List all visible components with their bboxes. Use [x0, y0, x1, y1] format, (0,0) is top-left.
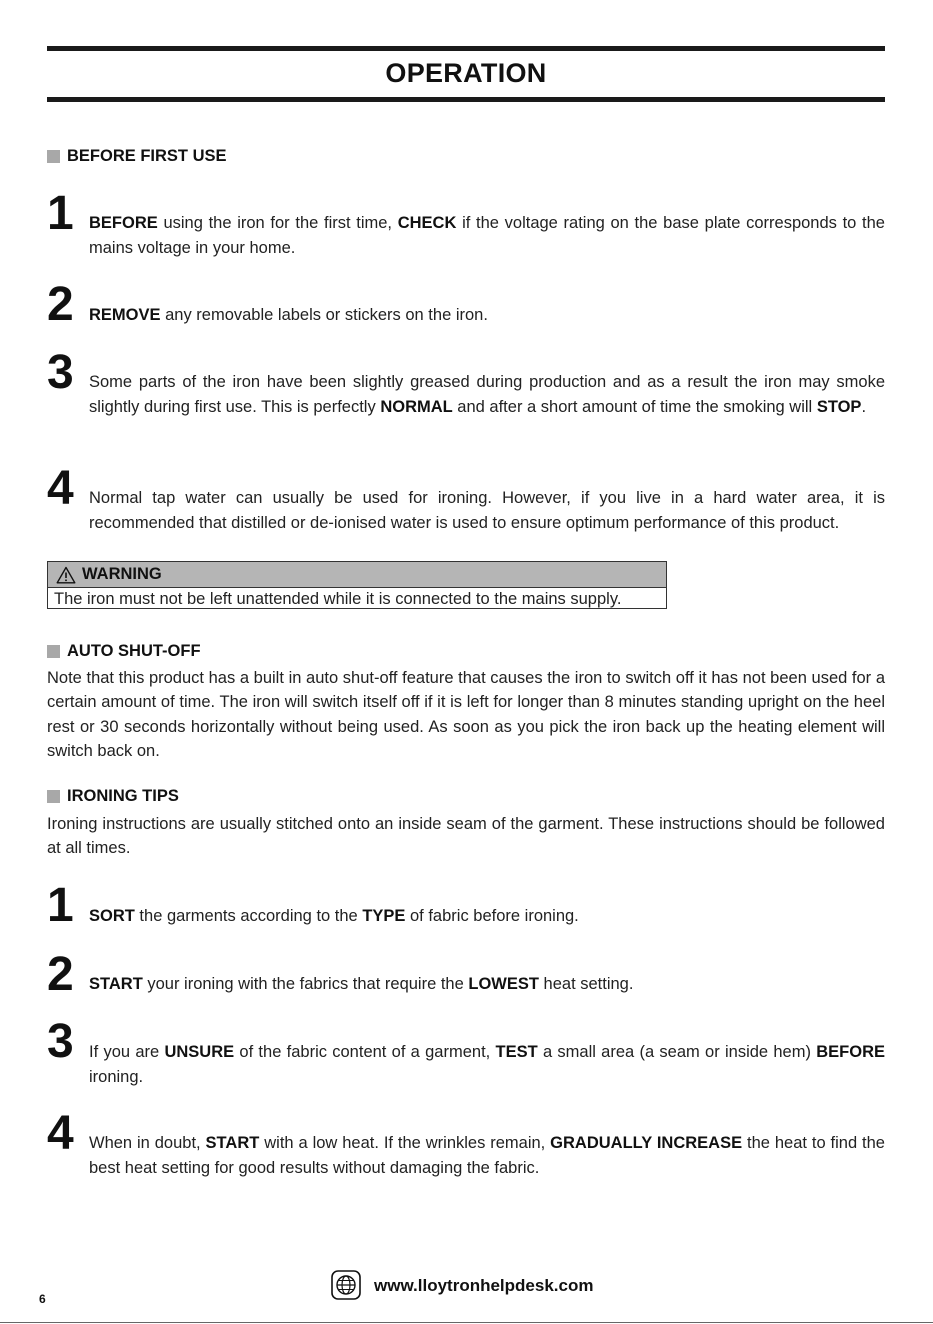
body-text: the heat to find the best heat setting for good results without damaging the fabric.: [89, 1134, 885, 1177]
step-text: [89, 486, 885, 535]
emphasis-text: START: [205, 1134, 260, 1152]
body-text: with a low heat. If the wrinkles remain,: [259, 1134, 551, 1152]
section-bullet-square: [47, 150, 60, 163]
step-number: 4: [47, 1107, 74, 1160]
step-number: 3: [47, 1015, 74, 1068]
warning-header: [48, 562, 666, 588]
step-text: [89, 303, 885, 328]
body-text: Normal tap water can usually be used for ironing. However, if you live in a hard water area, it is recommended that distilled or de-ionised water is used to ensure optimum performance of this product.: [89, 489, 885, 532]
emphasis-text: NORMAL: [380, 397, 453, 416]
body-text: ironing.: [89, 1067, 144, 1086]
emphasis-text: UNSURE: [164, 1043, 235, 1061]
body-text: of fabric before ironing.: [405, 907, 579, 925]
body-text: a small area (a seam or inside hem): [537, 1043, 817, 1061]
warning-triangle-icon: [56, 566, 76, 584]
section-bullet-square: [47, 645, 60, 658]
body-text: and after a short amount of time the smoking will: [452, 397, 817, 416]
section-heading-before-first-use: [47, 146, 227, 166]
section-heading-auto-shut-off: [47, 641, 201, 661]
emphasis-text: BEFORE: [816, 1043, 885, 1061]
emphasis-text: BEFORE: [89, 214, 158, 232]
section-heading-ironing-tips: [47, 786, 179, 806]
globe-icon: [331, 1270, 361, 1300]
body-text: if the voltage rating on the base plate corresponds to the mains voltage in your home.: [89, 214, 885, 257]
page-bottom-border: [0, 1322, 933, 1323]
step-text: [89, 972, 885, 997]
step-number: 2: [47, 278, 74, 331]
page-title: OPERATION: [385, 58, 547, 88]
section-heading-label: IRONING TIPS: [67, 786, 179, 805]
emphasis-text: START: [89, 975, 143, 993]
step-number: 3: [47, 346, 74, 399]
section-heading-label: BEFORE FIRST USE: [67, 146, 227, 165]
auto-shut-off-text: Note that this product has a built in auto shut-off feature that causes the iron to switch off it has not been used for a certain amount of time. The iron will switch itself off if it is left for longer than 8 minutes standing upright on the heel rest or 30 seconds horizontally without being used. As soon as you pick the iron back up the heating element will switch back on.: [47, 669, 885, 760]
warning-box: [47, 561, 667, 609]
body-text: When in doubt,: [89, 1134, 206, 1152]
step-text: [89, 211, 885, 260]
body-text: any removable labels or stickers on the iron.: [160, 306, 488, 324]
emphasis-text: REMOVE: [89, 306, 161, 324]
body-text: .: [861, 397, 867, 416]
page-number: 6: [39, 1292, 46, 1306]
step-number: 1: [47, 187, 74, 240]
emphasis-text: TEST: [495, 1043, 538, 1061]
emphasis-text: LOWEST: [468, 975, 539, 993]
step-text: [89, 1131, 885, 1180]
step-number: 1: [47, 879, 74, 932]
section-bullet-square: [47, 790, 60, 803]
warning-text: The iron must not be left unattended while it is connected to the mains supply.: [54, 590, 622, 608]
emphasis-text: GRADUALLY INCREASE: [550, 1134, 743, 1152]
body-text: heat setting.: [538, 975, 634, 993]
body-text: If you are: [89, 1043, 165, 1061]
step-number: 4: [47, 462, 74, 515]
step-number: 2: [47, 948, 74, 1001]
ironing-tips-intro: Ironing instructions are usually stitched onto an inside seam of the garment. These instructions should be followed at all times.: [47, 815, 885, 858]
body-text: using the iron for the first time,: [157, 214, 398, 232]
section-heading-label: AUTO SHUT-OFF: [67, 641, 201, 660]
emphasis-text: SORT: [89, 907, 135, 925]
emphasis-text: TYPE: [362, 907, 406, 925]
body-text: the garments according to the: [134, 907, 363, 925]
body-text: your ironing with the fabrics that require the: [142, 975, 469, 993]
body-text: of the fabric content of a garment,: [234, 1043, 496, 1061]
emphasis-text: STOP: [816, 397, 862, 416]
step-text: [89, 904, 885, 929]
step-text: [89, 1040, 885, 1089]
emphasis-text: CHECK: [397, 214, 457, 232]
step-text: [89, 370, 885, 419]
helpdesk-url[interactable]: www.lloytronhelpdesk.com: [374, 1276, 594, 1295]
warning-heading: WARNING: [82, 565, 162, 583]
body-text: Some parts of the iron have been slightly greased during production and as a result the iron may smoke slightly during first use. This is perfectly: [89, 373, 885, 416]
title-underline: [47, 97, 885, 102]
top-rule: [47, 46, 885, 51]
